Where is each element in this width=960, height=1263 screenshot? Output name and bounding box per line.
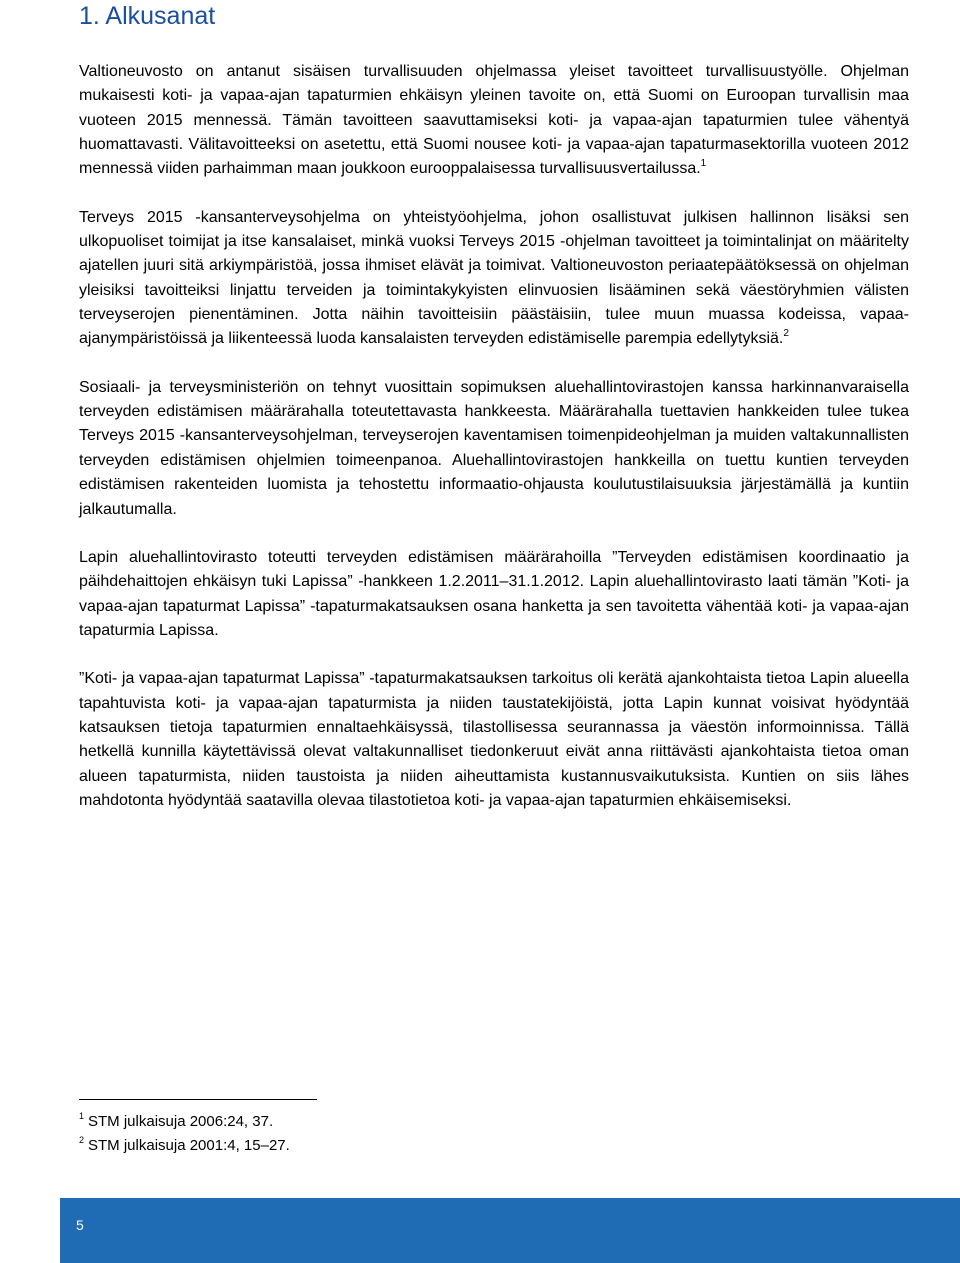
paragraph-2	[79, 206, 909, 352]
footnote-1	[79, 1110, 679, 1134]
footnote-number: 2	[79, 1135, 85, 1145]
footnote-text: STM julkaisuja 2001:4, 15–27.	[88, 1137, 290, 1154]
paragraph-5	[79, 667, 909, 813]
paragraph-3	[79, 376, 909, 522]
page-title: 1. Alkusanat	[79, 2, 216, 30]
footnote-divider	[79, 1099, 317, 1100]
page-number: 5	[76, 1217, 84, 1233]
paragraph-4	[79, 546, 909, 643]
body-text	[79, 60, 909, 837]
paragraph-text: Sosiaali- ja terveysministeriön on tehnyt vuosittain sopimuksen aluehallintovirastojen kanssa harkinnanvaraisella terveyden edistämisen määrärahalla toteutettavasta hankkeesta. Määrärahalla tuettavien hankkeiden tulee tukea Terveys 2015 -kansanterveysohjelman, terveyserojen kaventamisen toimenpideohjelman ja muiden valtakunnallisten terveyden edistämisen ohjelmien toimeenpanoa. Aluehallintovirastojen hankkeilla on tuettu kuntien terveyden edistämisen rakenteiden luomista ja tehostettu informaatio-ohjausta koulutustilaisuuksia järjestämällä ja kuntiin jalkautumalla.	[79, 378, 909, 518]
footnote-text: STM julkaisuja 2006:24, 37.	[88, 1113, 274, 1130]
paragraph-text: Valtioneuvosto on antanut sisäisen turvallisuuden ohjelmassa yleiset tavoitteet turvallisuustyölle. Ohjelman mukaisesti koti- ja vapaa-ajan tapaturmien ehkäisyn yleinen tavoite on, että Suomi on Euroopan turvallisin maa vuoteen 2015 mennessä. Tämän tavoitteen saavuttamiseksi koti- ja vapaa-ajan tapaturmien tulee vähentyä huomattavasti. Välitavoitteeksi on asetettu, että Suomi nousee koti- ja vapaa-ajan tapaturmasektorilla vuoteen 2012 mennessä viiden parhaimman maan joukkoon eurooppalaisessa turvallisuusvertailussa.	[79, 63, 909, 178]
footnote-ref-2: 2	[783, 328, 789, 340]
paragraph-text: Terveys 2015 -kansanterveysohjelma on yhteistyöohjelma, johon osallistuvat julkisen hallinnon lisäksi sen ulkopuoliset toimijat ja itse kansalaiset, minkä vuoksi Terveys 2015 -ohjelman tavoitteet ja toimintalinjat on määritelty ajatellen juuri sitä arkiympäristöä, jossa ihmiset elävät ja toimivat. Valtioneuvoston periaatepäätöksessä on ohjelman yleisiksi tavoitteiksi linjattu terveiden ja toimintakykyisten elinvuosien lisääminen sekä väestöryhmien välisten terveyserojen pienentäminen. Jotta näihin tavoitteisiin päästäisiin, tulee muun muassa kodeissa, vapaa-ajanympäristöissä ja liikenteessä luoda kansalaisten terveyden edistämiselle parempia edellytyksiä.	[79, 208, 909, 348]
footnote-number: 1	[79, 1111, 85, 1121]
paragraph-text: Lapin aluehallintovirasto toteutti terveyden edistämisen määrärahoilla ”Terveyden edistämisen koordinaatio ja päihdehaittojen ehkäisyn tuki Lapissa” -hankkeen 1.2.2011–31.1.2012. Lapin aluehallintovirasto laati tämän ”Koti- ja vapaa-ajan tapaturmat Lapissa” -tapaturmakatsauksen osana hanketta ja sen tavoitetta vähentää koti- ja vapaa-ajan tapaturmia Lapissa.	[79, 548, 909, 639]
page-footer	[60, 1198, 960, 1263]
paragraph-1	[79, 60, 909, 182]
footnotes	[79, 1110, 679, 1158]
footnote-ref-1: 1	[700, 158, 707, 170]
paragraph-text: ”Koti- ja vapaa-ajan tapaturmat Lapissa” -tapaturmakatsauksen tarkoitus oli kerätä ajankohtaista tietoa Lapin alueella tapahtuvista koti- ja vapaa-ajan tapaturmista ja niiden taustatekijöistä, jotta Lapin kunnat voisivat hyödyntää katsauksen tietoja tapaturmien ennaltaehkäisyssä, tilastollisessa seurannassa ja väestön informoinnissa. Tällä hetkellä kunnilla käytettävissä olevat valtakunnalliset tiedonkeruut eivät anna riittävästi ajankohtaista tietoa oman alueen tapaturmista, niiden taustoista ja niiden aiheuttamista kustannusvaikutuksista. Kuntien on siis lähes mahdotonta hyödyntää saatavilla olevaa tilastotietoa koti- ja vapaa-ajan tapaturmien ehkäisemiseksi.	[79, 670, 909, 809]
footnote-2	[79, 1134, 679, 1158]
